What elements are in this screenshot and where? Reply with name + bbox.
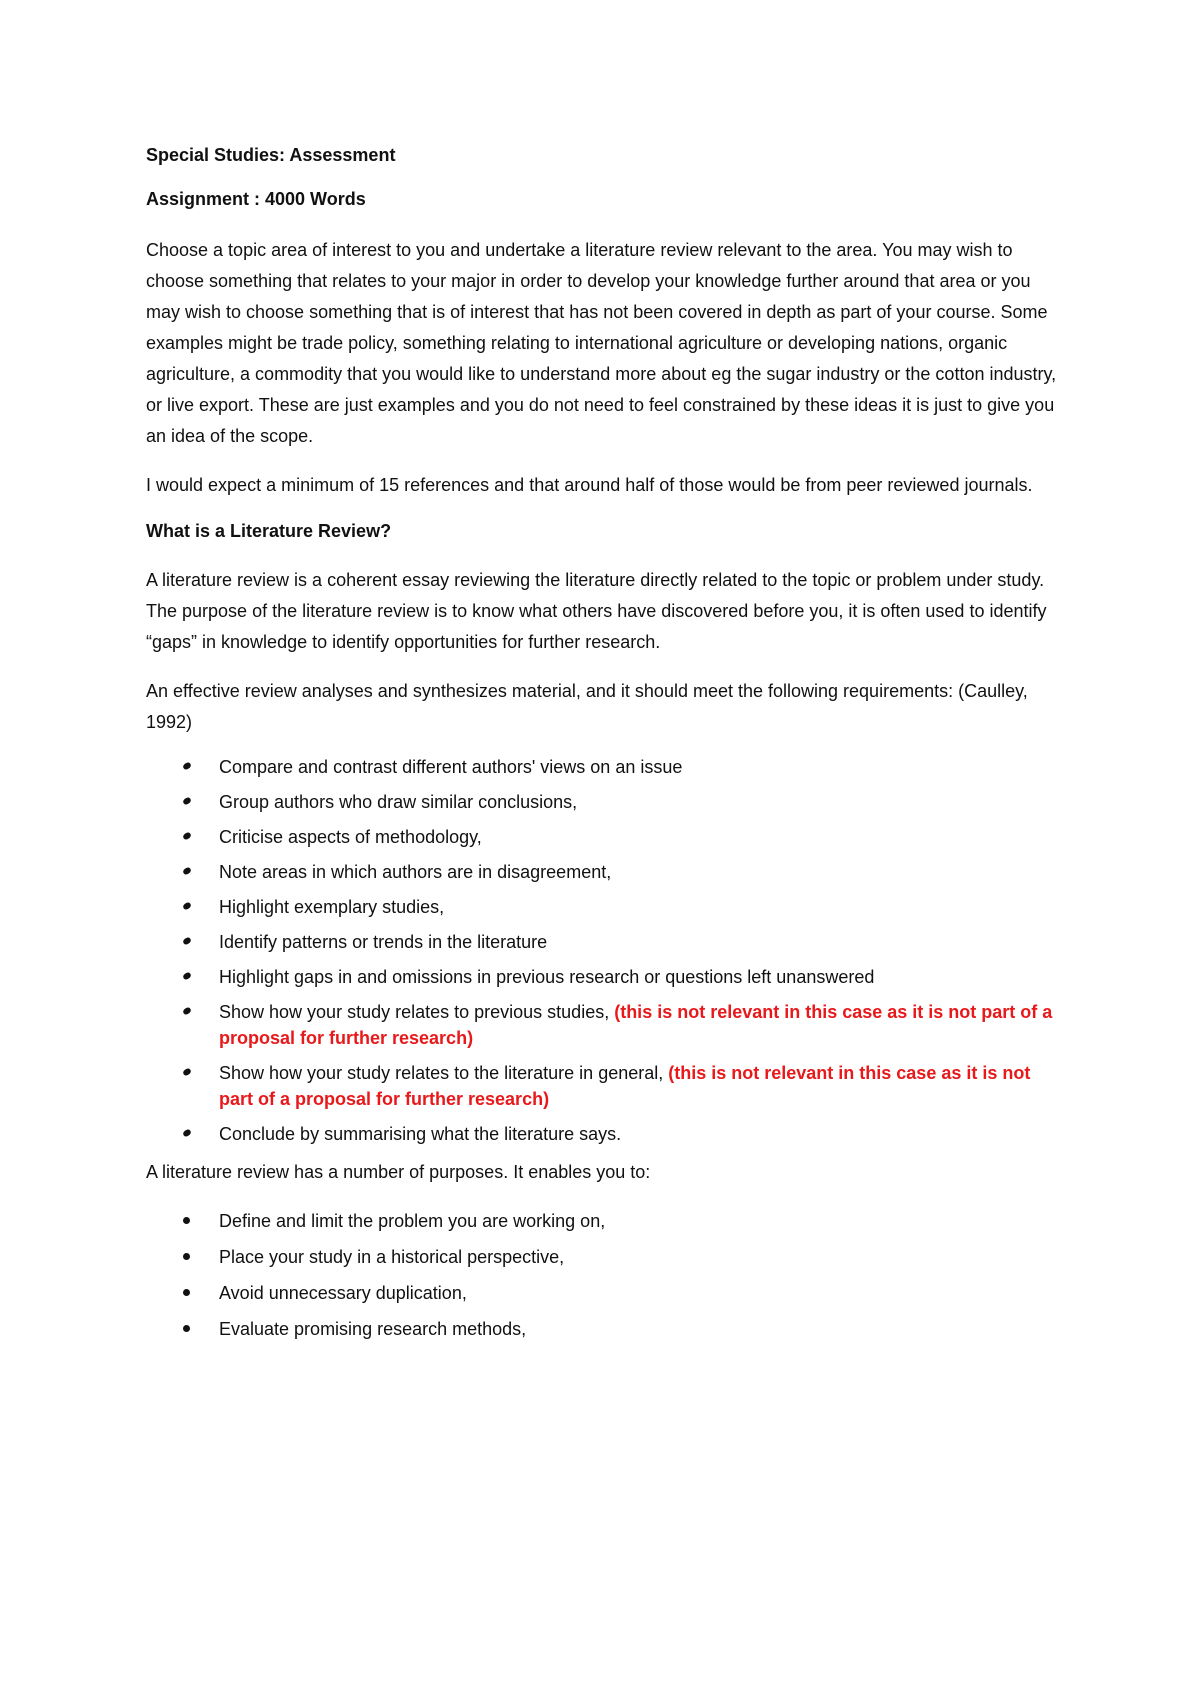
document-title: Special Studies: Assessment xyxy=(146,145,396,165)
bullet-icon xyxy=(182,971,192,981)
bullet-icon xyxy=(182,831,192,841)
list-item: Conclude by summarising what the literature says. xyxy=(146,1121,1066,1147)
section-heading: What is a Literature Review? xyxy=(146,521,392,541)
bullet-icon xyxy=(182,1006,192,1016)
list-item: Define and limit the problem you are working on, xyxy=(146,1208,1066,1234)
purposes-intro: A literature review has a number of purposes. It enables you to: xyxy=(146,1162,651,1182)
bullet-icon xyxy=(182,936,192,946)
requirements-intro: An effective review analyses and synthesizes material, and it should meet the following requirements: (Caulley, 1992) xyxy=(146,681,1028,732)
bullet-icon xyxy=(183,1289,190,1296)
assignment-word-count: Assignment : 4000 Words xyxy=(146,189,366,209)
list-item: Criticise aspects of methodology, xyxy=(146,824,1066,850)
list-item: Identify patterns or trends in the literature xyxy=(146,929,1066,955)
not-relevant-note: (this is not relevant in this case as it is not part of a proposal for further research) xyxy=(219,1063,1031,1109)
bullet-icon xyxy=(182,866,192,876)
bullet-icon xyxy=(182,796,192,806)
list-item: Highlight exemplary studies, xyxy=(146,894,1066,920)
list-item: Show how your study relates to previous studies, (this is not relevant in this case as it is not part of a proposal for further research) xyxy=(146,999,1066,1051)
bullet-icon xyxy=(182,1128,192,1138)
list-item: Note areas in which authors are in disagreement, xyxy=(146,859,1066,885)
bullet-icon xyxy=(182,901,192,911)
purposes-list xyxy=(146,1208,1066,1342)
not-relevant-note: (this is not relevant in this case as it is not part of a proposal for further research) xyxy=(219,1002,1053,1048)
list-item: Avoid unnecessary duplication, xyxy=(146,1280,1066,1306)
document-body xyxy=(146,143,1066,1352)
bullet-icon xyxy=(183,1325,190,1332)
references-paragraph: I would expect a minimum of 15 references and that around half of those would be from peer reviewed journals. xyxy=(146,475,1033,495)
requirements-list xyxy=(146,754,1066,1147)
list-item: Show how your study relates to the literature in general, (this is not relevant in this case as it is not part of a proposal for further research) xyxy=(146,1060,1066,1112)
bullet-icon xyxy=(182,761,192,771)
definition-paragraph: A literature review is a coherent essay reviewing the literature directly related to the topic or problem under study. The purpose of the literature review is to know what others have discovered before you, it is often used to identify “gaps” in knowledge to identify opportunities for further research. xyxy=(146,570,1047,652)
list-item: Place your study in a historical perspective, xyxy=(146,1244,1066,1270)
intro-paragraph: Choose a topic area of interest to you and undertake a literature review relevant to the area. You may wish to choose something that relates to your major in order to develop your knowledge further around that area or you may wish to choose something that is of interest that has not been covered in depth as part of your course. Some examples might be trade policy, something relating to international agriculture or developing nations, organic agriculture, a commodity that you would like to understand more about eg the sugar industry or the cotton industry, or live export. These are just examples and you do not need to feel constrained by these ideas it is just to give you an idea of the scope. xyxy=(146,240,1057,446)
list-item: Highlight gaps in and omissions in previous research or questions left unanswered xyxy=(146,964,1066,990)
bullet-icon xyxy=(183,1253,190,1260)
bullet-icon xyxy=(183,1217,190,1224)
bullet-icon xyxy=(182,1067,192,1077)
list-item: Evaluate promising research methods, xyxy=(146,1316,1066,1342)
list-item: Group authors who draw similar conclusions, xyxy=(146,789,1066,815)
list-item: Compare and contrast different authors' views on an issue xyxy=(146,754,1066,780)
